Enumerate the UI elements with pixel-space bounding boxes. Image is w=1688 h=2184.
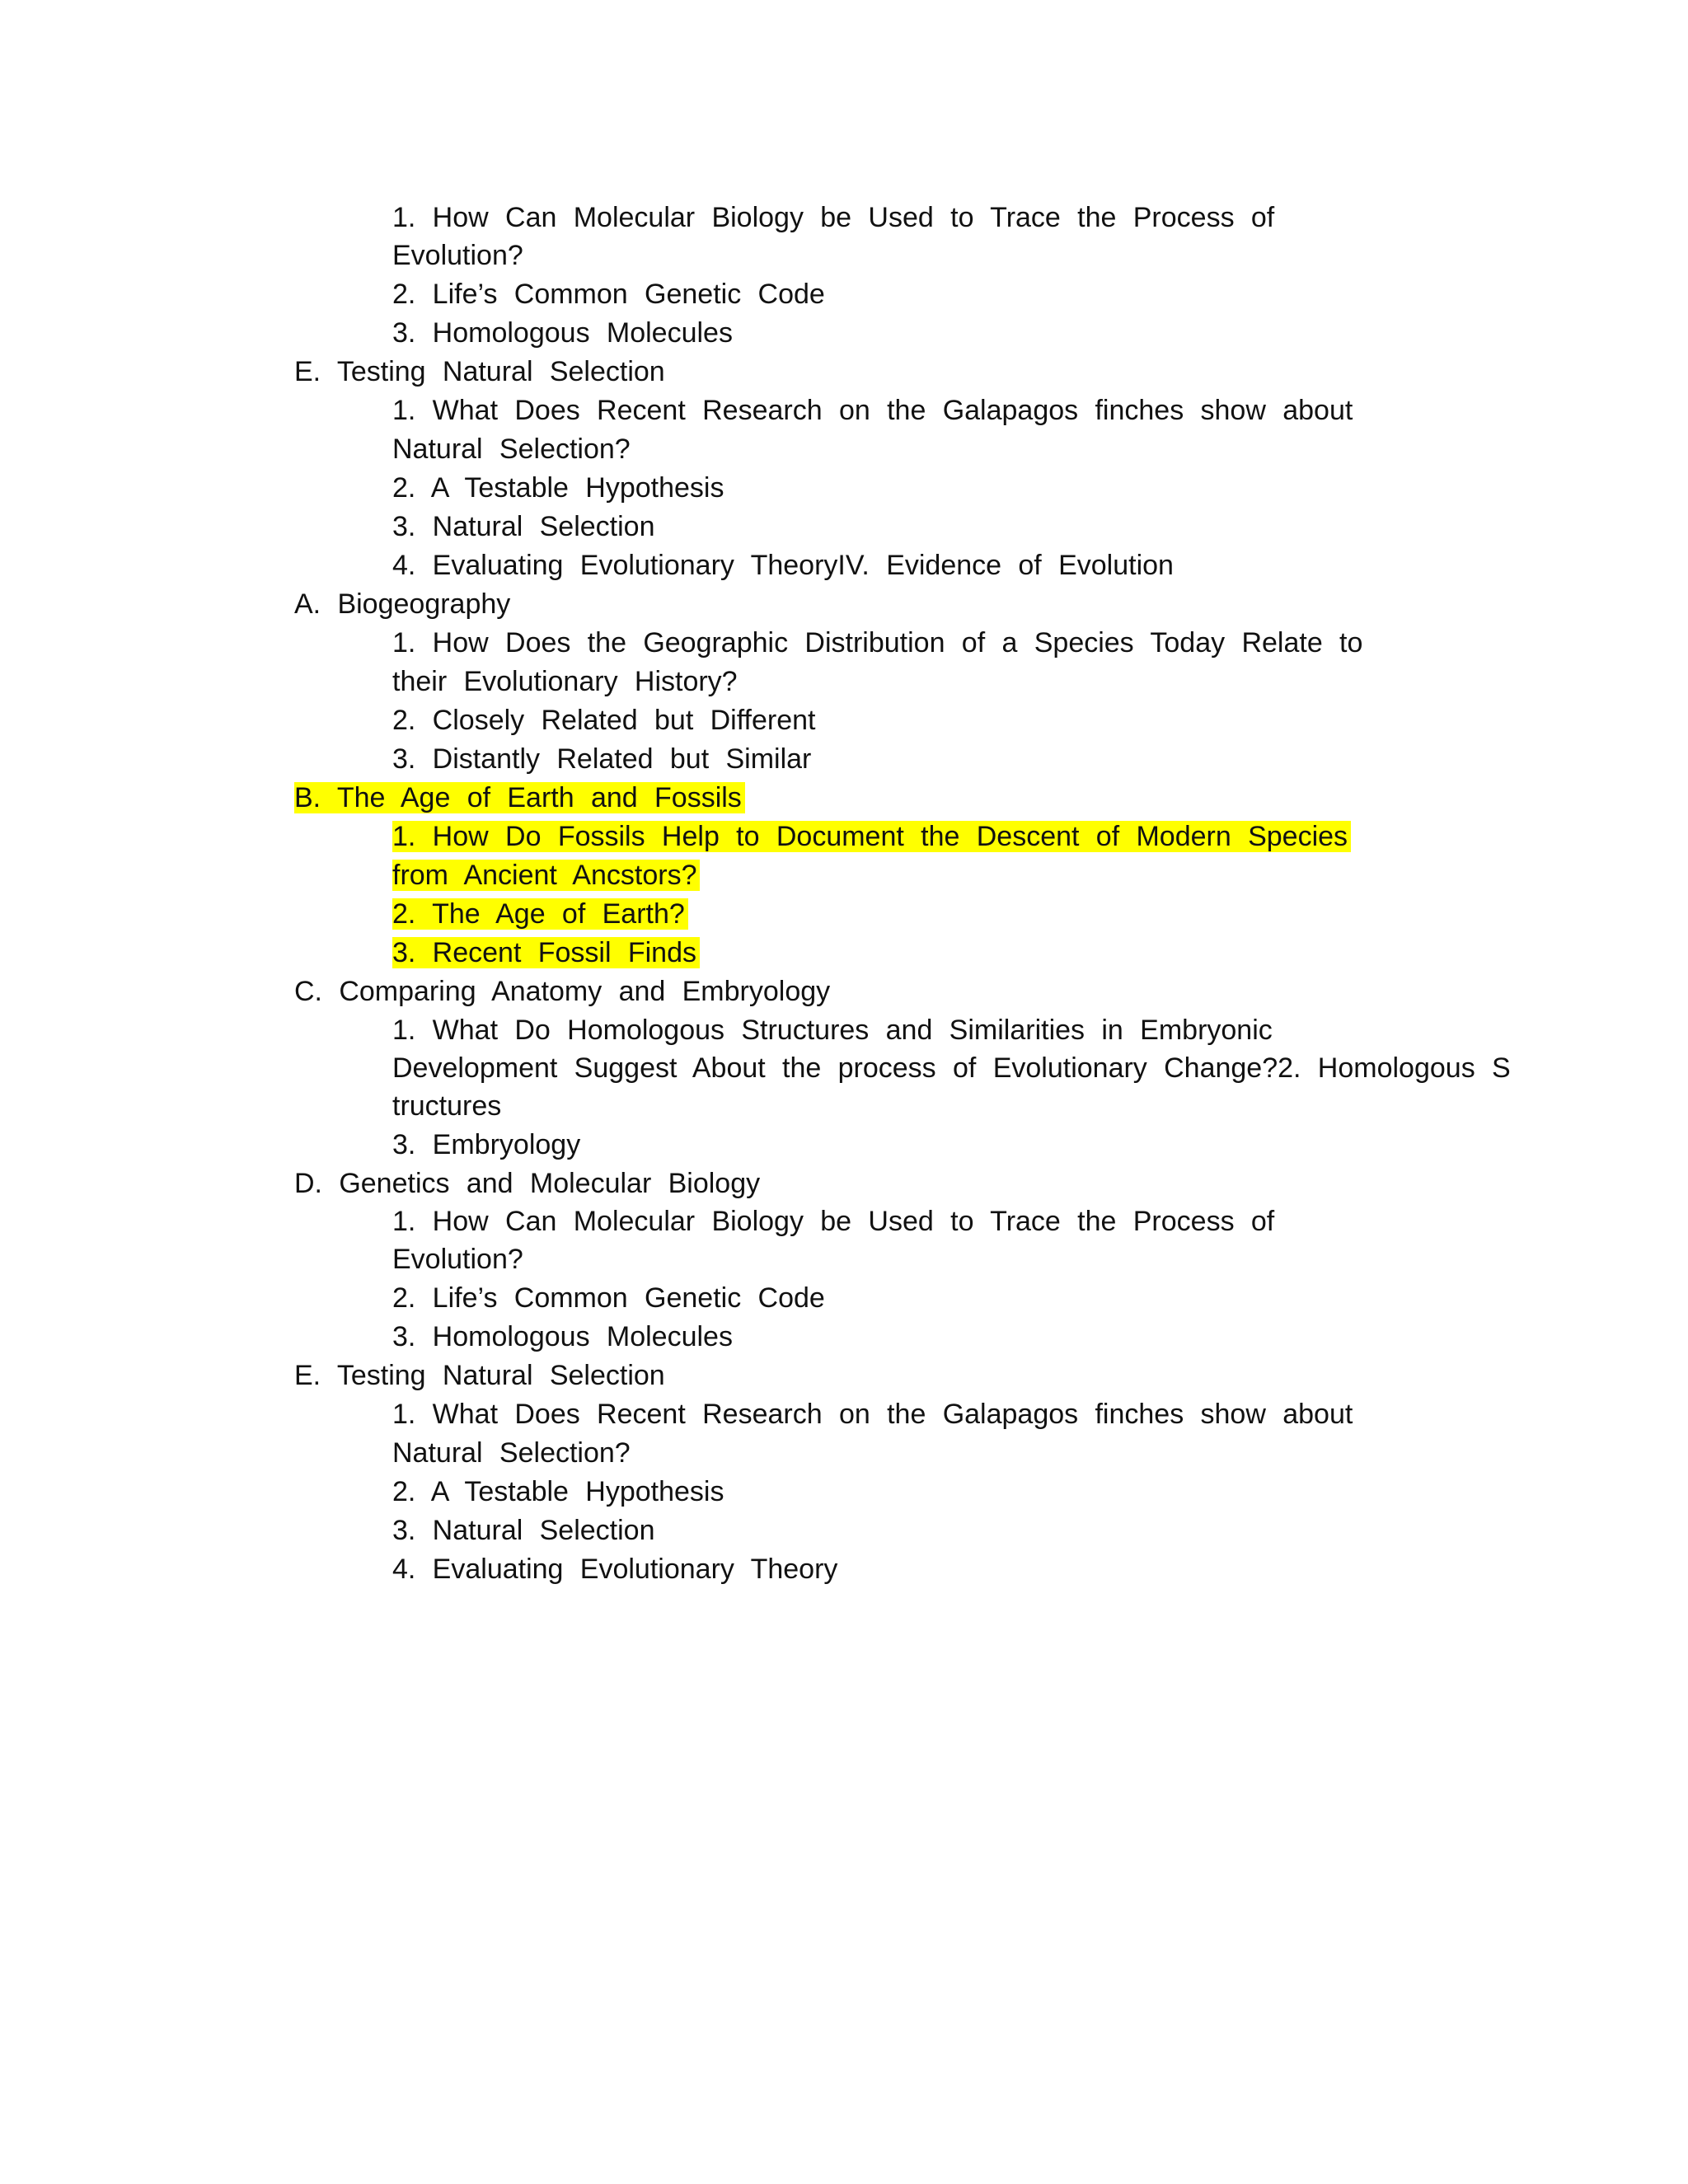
outline-subitem <box>0 1473 1688 1511</box>
outline-text: 2. A Testable Hypothesis <box>392 472 724 504</box>
outline-text: 3. Homologous Molecules <box>392 317 733 349</box>
outline-text: 1. How Does the Geographic Distribution of a Species Today Relate to <box>392 627 1363 658</box>
outline-subitem <box>0 237 1688 275</box>
outline-heading <box>0 972 1688 1011</box>
outline-heading <box>0 585 1688 624</box>
outline-text: Development Suggest About the process of Evolutionary Change?2. Homologous S <box>392 1052 1511 1084</box>
outline-heading <box>0 1357 1688 1395</box>
outline-text: 4. Evaluating Evolutionary Theory <box>392 1554 838 1585</box>
outline-text: 3. Distantly Related but Similar <box>392 743 812 775</box>
outline-text: 2. Life’s Common Genetic Code <box>392 1282 825 1314</box>
outline-text: 4. Evaluating Evolutionary TheoryIV. Evidence of Evolution <box>392 550 1174 581</box>
outline-text: 3. Natural Selection <box>392 1515 655 1546</box>
highlighted-text: 2. The Age of Earth? <box>392 898 688 930</box>
outline-text: C. Comparing Anatomy and Embryology <box>294 976 831 1007</box>
outline-subitem <box>0 314 1688 353</box>
outline-subitem <box>0 1279 1688 1318</box>
outline-heading <box>0 779 1688 818</box>
outline-subitem <box>0 1511 1688 1550</box>
outline-subitem <box>0 1011 1688 1050</box>
outline-text: D. Genetics and Molecular Biology <box>294 1168 761 1199</box>
outline-subitem <box>0 275 1688 314</box>
outline-subitem <box>0 430 1688 469</box>
outline-subitem <box>0 1240 1688 1279</box>
outline-text: 3. Embryology <box>392 1129 581 1160</box>
outline-text: 2. Life’s Common Genetic Code <box>392 279 825 310</box>
outline-text: A. Biogeography <box>294 588 511 620</box>
outline-heading <box>0 1165 1688 1203</box>
outline-subitem <box>0 1050 1688 1087</box>
highlighted-text: B. The Age of Earth and Fossils <box>294 782 745 813</box>
outline-subitem <box>0 818 1688 856</box>
outline-subitem <box>0 701 1688 740</box>
outline-text: 1. What Do Homologous Structures and Similarities in Embryonic <box>392 1015 1273 1046</box>
outline-subitem <box>0 508 1688 546</box>
outline-subitem <box>0 199 1688 237</box>
outline-subitem <box>0 1318 1688 1357</box>
highlighted-text: from Ancient Ancstors? <box>392 860 700 891</box>
outline-subitem <box>0 1087 1688 1126</box>
outline-text: Evolution? <box>392 1244 523 1275</box>
outline-subitem <box>0 663 1688 701</box>
outline-text: 1. What Does Recent Research on the Galapagos finches show about <box>392 395 1353 426</box>
highlighted-text: 3. Recent Fossil Finds <box>392 937 700 968</box>
outline-text: their Evolutionary History? <box>392 666 738 697</box>
outline-text: 2. Closely Related but Different <box>392 705 816 736</box>
outline-subitem <box>0 391 1688 430</box>
outline-text: Natural Selection? <box>392 434 631 465</box>
outline-text: tructures <box>392 1090 502 1122</box>
outline-text: 3. Homologous Molecules <box>392 1321 733 1352</box>
outline-text: 2. A Testable Hypothesis <box>392 1476 724 1507</box>
outline-subitem <box>0 895 1688 934</box>
outline-text: E. Testing Natural Selection <box>294 356 665 387</box>
outline-subitem <box>0 546 1688 585</box>
outline-text: 1. What Does Recent Research on the Galapagos finches show about <box>392 1399 1353 1430</box>
outline-text: 1. How Can Molecular Biology be Used to Trace the Process of <box>392 1206 1275 1237</box>
outline-subitem <box>0 856 1688 895</box>
outline-subitem <box>0 469 1688 508</box>
outline-subitem <box>0 1126 1688 1165</box>
outline-subitem <box>0 1550 1688 1589</box>
outline-subitem <box>0 740 1688 779</box>
document-page <box>0 199 1688 1589</box>
outline-subitem <box>0 1434 1688 1473</box>
outline-subitem <box>0 624 1688 663</box>
outline-heading <box>0 353 1688 391</box>
outline-text: E. Testing Natural Selection <box>294 1360 665 1391</box>
outline-text: Evolution? <box>392 240 523 271</box>
outline-subitem <box>0 934 1688 972</box>
outline-text: 1. How Can Molecular Biology be Used to Trace the Process of <box>392 202 1275 233</box>
outline-text: Natural Selection? <box>392 1437 631 1469</box>
outline-text: 3. Natural Selection <box>392 511 655 542</box>
outline-subitem <box>0 1395 1688 1434</box>
outline-subitem <box>0 1203 1688 1240</box>
highlighted-text: 1. How Do Fossils Help to Document the Descent of Modern Species <box>392 821 1351 852</box>
